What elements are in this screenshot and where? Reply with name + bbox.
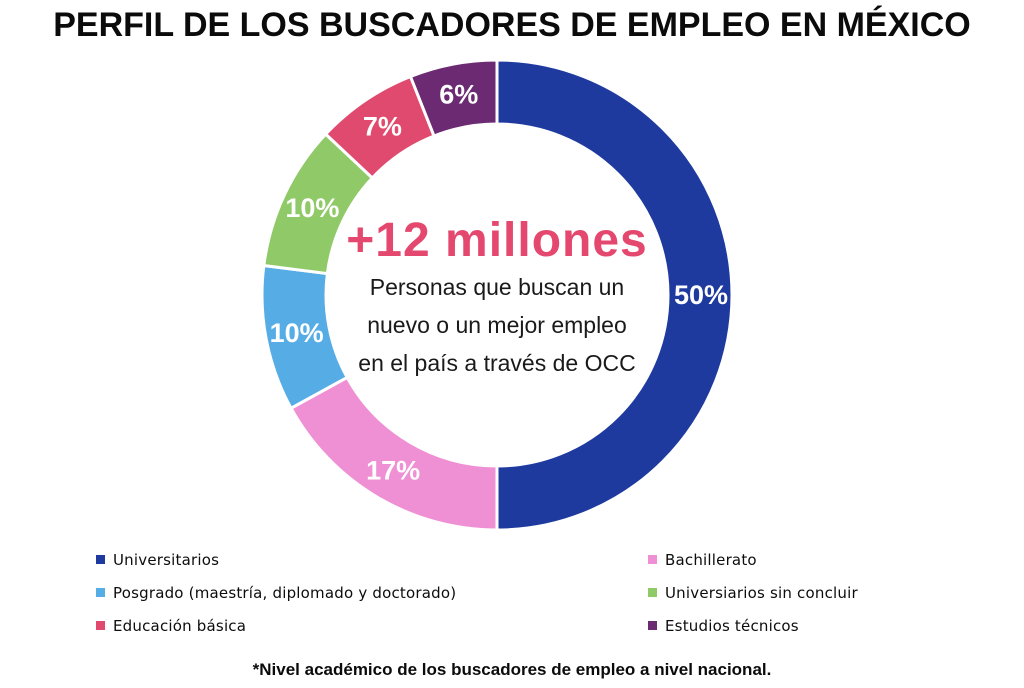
legend-swatch-icon: [648, 621, 657, 630]
legend-item-bachillerato: [648, 543, 858, 576]
legend-item-label: Posgrado (maestría, diplomado y doctorado): [113, 583, 457, 602]
center-line-3: en el país a través de OCC: [358, 350, 636, 376]
legend-swatch-icon: [96, 621, 105, 630]
legend-swatch-icon: [96, 588, 105, 597]
center-line-1: Personas que buscan un: [369, 274, 625, 300]
page-title: PERFIL DE LOS BUSCADORES DE EMPLEO EN MÉXICO: [53, 6, 971, 44]
donut-value-label-posgrado-maestria-diplomado-y-doctorado: 10%: [269, 318, 324, 349]
donut-value-label-bachillerato: 17%: [366, 455, 421, 486]
footnote: *Nivel académico de los buscadores de empleo a nivel nacional.: [252, 660, 772, 679]
legend-item-label: Estudios técnicos: [665, 616, 799, 635]
donut-value-label-estudios-tecnicos: 6%: [439, 79, 479, 110]
legend-item-posgrado-maestria-diplomado-y-doctorado: [96, 576, 456, 609]
legend-item-universiarios-sin-concluir: [648, 576, 858, 609]
legend-item-label: Educación básica: [113, 616, 247, 635]
legend-item-educacion-basica: [96, 609, 456, 642]
legend-item-label: Universitarios: [113, 550, 220, 569]
legend-item-universitarios: [96, 543, 456, 576]
center-line-2: nuevo o un mejor empleo: [367, 312, 627, 338]
legend-swatch-icon: [96, 555, 105, 564]
legend-item-label: Bachillerato: [665, 550, 757, 569]
legend-swatch-icon: [648, 555, 657, 564]
legend-column-left: [96, 543, 456, 642]
donut-value-label-universiarios-sin-concluir: 10%: [285, 193, 340, 224]
center-headline: +12 millones: [346, 214, 648, 267]
legend: [0, 543, 1024, 643]
legend-item-estudios-tecnicos: [648, 609, 858, 642]
donut-segment-bachillerato: [291, 377, 497, 530]
legend-swatch-icon: [648, 588, 657, 597]
donut-value-label-universitarios: 50%: [673, 280, 729, 310]
donut-value-label-educacion-basica: 7%: [362, 111, 402, 142]
center-label: [287, 214, 707, 382]
legend-item-label: Universiarios sin concluir: [665, 583, 858, 602]
legend-column-right: [648, 543, 858, 642]
